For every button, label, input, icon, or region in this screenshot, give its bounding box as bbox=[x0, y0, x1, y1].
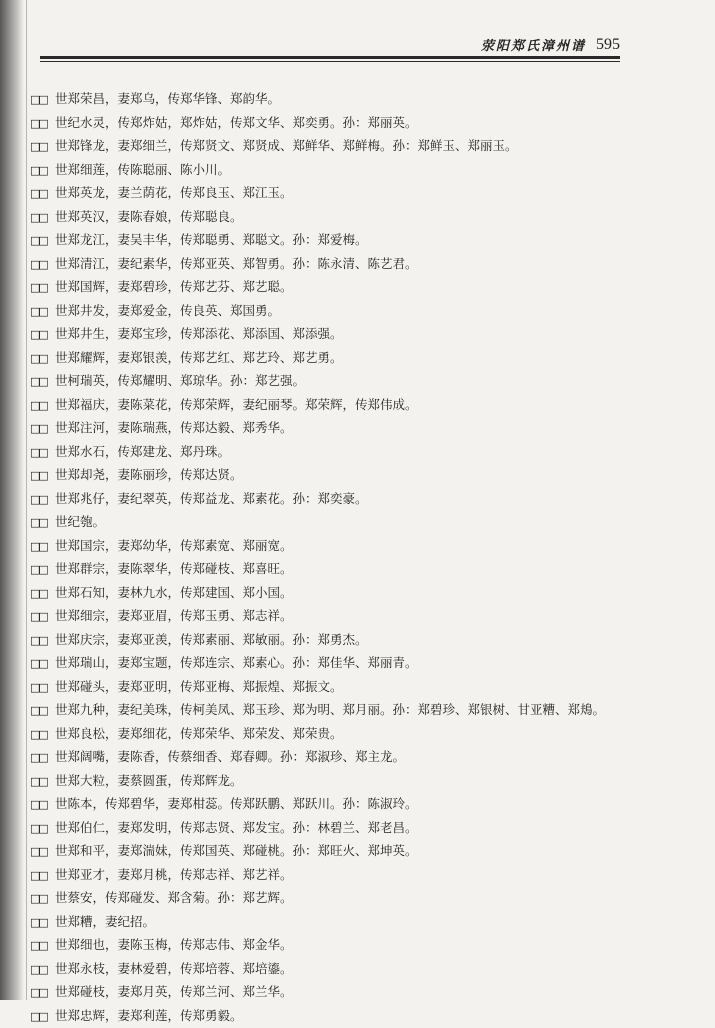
genealogy-entry bbox=[30, 981, 640, 1005]
genealogy-entry bbox=[30, 464, 640, 488]
entry-text: 世郑碰枝，妻郑月英，传郑兰河、郑兰华。 bbox=[55, 984, 293, 999]
entry-text: 世郑瑞山，妻郑宝题，传郑连宗、郑素心。孙：郑佳华、郑丽青。 bbox=[55, 655, 418, 670]
entry-text: 世郑国宗，妻郑幼华，传郑素宽、郑丽宽。 bbox=[55, 538, 293, 553]
running-header bbox=[430, 32, 620, 54]
genealogy-entry bbox=[30, 911, 640, 935]
genealogy-entry bbox=[30, 488, 640, 512]
page-number: 595 bbox=[596, 36, 620, 54]
generation-placeholder-mark: □□ bbox=[30, 371, 55, 394]
entry-text: 世郑兆仔，妻纪翠英，传郑益龙、郑素花。孙：郑奕豪。 bbox=[55, 491, 368, 506]
entry-text: 世郑细也，妻陈玉梅，传郑志伟、郑金华。 bbox=[55, 937, 293, 952]
header-title: 荥阳郑氏漳州谱 bbox=[481, 35, 586, 54]
generation-placeholder-mark: □□ bbox=[30, 89, 55, 112]
entry-text: 世郑细宗，妻郑亚眉，传郑玉勇、郑志祥。 bbox=[55, 608, 293, 623]
entry-text: 世郑井发，妻郑爱金，传良英、郑国勇。 bbox=[55, 303, 280, 318]
header-rule-thin bbox=[40, 61, 620, 62]
generation-placeholder-mark: □□ bbox=[30, 583, 55, 606]
genealogy-entry bbox=[30, 370, 640, 394]
header-rule-thick bbox=[40, 56, 620, 59]
genealogy-entry bbox=[30, 1005, 640, 1028]
generation-placeholder-mark: □□ bbox=[30, 865, 55, 888]
generation-placeholder-mark: □□ bbox=[30, 1006, 55, 1028]
genealogy-entry bbox=[30, 417, 640, 441]
generation-placeholder-mark: □□ bbox=[30, 959, 55, 982]
generation-placeholder-mark: □□ bbox=[30, 348, 55, 371]
entry-text: 世郑伯仁，妻郑发明，传郑志贤、郑发宝。孙：林碧兰、郑老昌。 bbox=[55, 820, 418, 835]
generation-placeholder-mark: □□ bbox=[30, 136, 55, 159]
genealogy-entry bbox=[30, 88, 640, 112]
generation-placeholder-mark: □□ bbox=[30, 536, 55, 559]
genealogy-entry bbox=[30, 206, 640, 230]
entry-text: 世陈本，传郑碧华，妻郑柑蕊。传郑跃鹏、郑跃川。孙：陈淑玲。 bbox=[55, 796, 418, 811]
entry-text: 世郑碰头，妻郑亚明，传郑亚梅、郑振煌、郑振文。 bbox=[55, 679, 343, 694]
genealogy-entry bbox=[30, 229, 640, 253]
generation-placeholder-mark: □□ bbox=[30, 512, 55, 535]
entry-text: 世郑亚才，妻郑月桃，传郑志祥、郑艺祥。 bbox=[55, 867, 293, 882]
genealogy-entry bbox=[30, 347, 640, 371]
generation-placeholder-mark: □□ bbox=[30, 935, 55, 958]
genealogy-entry bbox=[30, 558, 640, 582]
genealogy-entry bbox=[30, 511, 640, 535]
entry-text: 世郑大粒，妻蔡圆蛋，传郑辉龙。 bbox=[55, 773, 243, 788]
entry-text: 世郑注河，妻陈瑞燕，传郑达毅、郑秀华。 bbox=[55, 420, 293, 435]
gutter-line bbox=[26, 0, 27, 1000]
genealogy-entry bbox=[30, 629, 640, 653]
generation-placeholder-mark: □□ bbox=[30, 794, 55, 817]
genealogy-entry bbox=[30, 652, 640, 676]
generation-placeholder-mark: □□ bbox=[30, 230, 55, 253]
entry-text: 世郑细莲，传陈聪丽、陈小川。 bbox=[55, 162, 230, 177]
genealogy-entry-list bbox=[30, 88, 640, 1028]
generation-placeholder-mark: □□ bbox=[30, 747, 55, 770]
genealogy-entry bbox=[30, 300, 640, 324]
generation-placeholder-mark: □□ bbox=[30, 724, 55, 747]
generation-placeholder-mark: □□ bbox=[30, 395, 55, 418]
entry-text: 世纪匏。 bbox=[55, 514, 105, 529]
generation-placeholder-mark: □□ bbox=[30, 489, 55, 512]
genealogy-entry bbox=[30, 723, 640, 747]
generation-placeholder-mark: □□ bbox=[30, 301, 55, 324]
genealogy-entry bbox=[30, 276, 640, 300]
genealogy-entry bbox=[30, 817, 640, 841]
genealogy-entry bbox=[30, 582, 640, 606]
generation-placeholder-mark: □□ bbox=[30, 653, 55, 676]
entry-text: 世郑龙江，妻吴丰华，传郑聪勇、郑聪文。孙：郑爱梅。 bbox=[55, 232, 368, 247]
entry-text: 世郑清江，妻纪素华，传郑亚英、郑智勇。孙：陈永清、陈艺君。 bbox=[55, 256, 418, 271]
genealogy-entry bbox=[30, 887, 640, 911]
generation-placeholder-mark: □□ bbox=[30, 254, 55, 277]
entry-text: 世蔡安，传郑碰发、郑含菊。孙：郑艺辉。 bbox=[55, 890, 293, 905]
genealogy-entry bbox=[30, 699, 640, 723]
entry-text: 世郑却尧，妻陈丽珍，传郑达贤。 bbox=[55, 467, 243, 482]
entry-text: 世郑井生，妻郑宝珍，传郑添花、郑添国、郑添强。 bbox=[55, 326, 343, 341]
generation-placeholder-mark: □□ bbox=[30, 818, 55, 841]
entry-text: 世柯瑞英，传郑耀明、郑琼华。孙：郑艺强。 bbox=[55, 373, 305, 388]
entry-text: 世郑水石，传郑建龙、郑丹珠。 bbox=[55, 444, 230, 459]
entry-text: 世郑石知，妻林九水，传郑建国、郑小国。 bbox=[55, 585, 293, 600]
generation-placeholder-mark: □□ bbox=[30, 442, 55, 465]
entry-text: 世郑福庆，妻陈菜花，传郑荣辉，妻纪丽琴。郑荣辉，传郑伟成。 bbox=[55, 397, 418, 412]
generation-placeholder-mark: □□ bbox=[30, 700, 55, 723]
genealogy-entry bbox=[30, 770, 640, 794]
generation-placeholder-mark: □□ bbox=[30, 982, 55, 1005]
entry-text: 世郑和平，妻郑湍妹，传郑国英、郑碰桃。孙：郑旺火、郑坤英。 bbox=[55, 843, 418, 858]
entry-text: 世郑耀辉，妻郑银羡，传郑艺红、郑艺玲、郑艺勇。 bbox=[55, 350, 343, 365]
generation-placeholder-mark: □□ bbox=[30, 160, 55, 183]
genealogy-entry bbox=[30, 793, 640, 817]
entry-text: 世郑庆宗，妻郑亚羡，传郑素丽、郑敏丽。孙：郑勇杰。 bbox=[55, 632, 368, 647]
generation-placeholder-mark: □□ bbox=[30, 771, 55, 794]
entry-text: 世郑九种，妻纪美珠，传柯美凤、郑玉珍、郑为明、郑月丽。孙：郑碧珍、郑银树、甘亚糟、郑鳺。 bbox=[55, 702, 605, 717]
entry-text: 世郑英汉，妻陈春娘，传郑聪良。 bbox=[55, 209, 243, 224]
generation-placeholder-mark: □□ bbox=[30, 418, 55, 441]
genealogy-entry bbox=[30, 112, 640, 136]
entry-text: 世郑英龙，妻兰荫花，传郑良玉、郑江玉。 bbox=[55, 185, 293, 200]
genealogy-entry bbox=[30, 253, 640, 277]
genealogy-entry bbox=[30, 746, 640, 770]
genealogy-entry bbox=[30, 958, 640, 982]
generation-placeholder-mark: □□ bbox=[30, 841, 55, 864]
genealogy-entry bbox=[30, 441, 640, 465]
entry-text: 世郑荣昌，妻郑乌，传郑华锋、郑韵华。 bbox=[55, 91, 280, 106]
genealogy-entry bbox=[30, 159, 640, 183]
generation-placeholder-mark: □□ bbox=[30, 465, 55, 488]
genealogy-entry bbox=[30, 394, 640, 418]
entry-text: 世郑糟，妻纪招。 bbox=[55, 914, 155, 929]
entry-text: 世郑良松，妻郑细花，传郑荣华、郑荣发、郑荣贵。 bbox=[55, 726, 343, 741]
generation-placeholder-mark: □□ bbox=[30, 630, 55, 653]
genealogy-entry bbox=[30, 535, 640, 559]
generation-placeholder-mark: □□ bbox=[30, 277, 55, 300]
generation-placeholder-mark: □□ bbox=[30, 324, 55, 347]
genealogy-entry bbox=[30, 676, 640, 700]
genealogy-entry bbox=[30, 864, 640, 888]
generation-placeholder-mark: □□ bbox=[30, 183, 55, 206]
entry-text: 世郑忠辉，妻郑利莲，传郑勇毅。 bbox=[55, 1008, 243, 1023]
genealogy-entry bbox=[30, 605, 640, 629]
entry-text: 世郑国辉，妻郑碧珍，传郑艺芬、郑艺聪。 bbox=[55, 279, 293, 294]
entry-text: 世郑阔嘴，妻陈香，传蔡细香、郑春卿。孙：郑淑珍、郑主龙。 bbox=[55, 749, 405, 764]
genealogy-entry bbox=[30, 182, 640, 206]
generation-placeholder-mark: □□ bbox=[30, 559, 55, 582]
generation-placeholder-mark: □□ bbox=[30, 113, 55, 136]
entry-text: 世郑群宗，妻陈翠华，传郑碰枝、郑喜旺。 bbox=[55, 561, 293, 576]
generation-placeholder-mark: □□ bbox=[30, 912, 55, 935]
entry-text: 世郑锋龙，妻郑细兰，传郑贤文、郑贤成、郑鲜华、郑鲜梅。孙：郑鲜玉、郑丽玉。 bbox=[55, 138, 518, 153]
generation-placeholder-mark: □□ bbox=[30, 888, 55, 911]
generation-placeholder-mark: □□ bbox=[30, 606, 55, 629]
generation-placeholder-mark: □□ bbox=[30, 207, 55, 230]
genealogy-entry bbox=[30, 135, 640, 159]
book-spine-shadow bbox=[0, 0, 24, 1000]
entry-text: 世郑永枝，妻林爱碧，传郑培蓉、郑培鎏。 bbox=[55, 961, 293, 976]
genealogy-entry bbox=[30, 840, 640, 864]
generation-placeholder-mark: □□ bbox=[30, 677, 55, 700]
genealogy-entry bbox=[30, 323, 640, 347]
entry-text: 世纪水灵，传郑炸姑，郑炸姑，传郑文华、郑奕勇。孙：郑丽英。 bbox=[55, 115, 418, 130]
genealogy-entry bbox=[30, 934, 640, 958]
